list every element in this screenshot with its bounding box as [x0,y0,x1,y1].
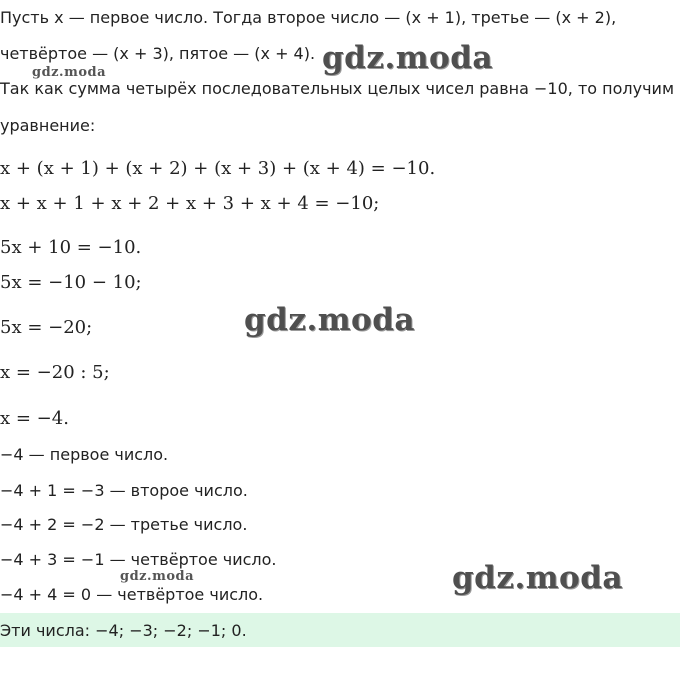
answer-text: Эти числа: −4; −3; −2; −1; 0. [0,621,247,640]
number-line-1: −4 — первое число. [0,445,169,464]
answer-box [0,613,680,647]
equation-2: x + x + 1 + x + 2 + x + 3 + x + 4 = −10; [0,193,380,214]
number-line-3: −4 + 2 = −2 — третье число. [0,515,248,534]
equation-1: x + (x + 1) + (x + 2) + (x + 3) + (x + 4) = −10. [0,158,436,179]
intro-line-2: четвёртое — (x + 3), пятое — (x + 4). [0,44,316,63]
number-line-5: −4 + 4 = 0 — четвёртое число. [0,585,264,604]
watermark-logo-small-top: gdz.moda [32,65,107,80]
equation-5: 5x = −20; [0,317,93,338]
number-line-4: −4 + 3 = −1 — четвёртое число. [0,550,277,569]
equation-3: 5x + 10 = −10. [0,237,142,258]
watermark-logo-top: gdz.moda [322,40,493,76]
intro-line-1: Пусть x — первое число. Тогда второе число — (x + 1), третье — (x + 2), [0,8,617,27]
watermark-logo-bottom: gdz.moda [452,560,623,596]
number-line-2: −4 + 1 = −3 — второе число. [0,481,248,500]
watermark-logo-small-bottom: gdz.moda [120,569,195,584]
equation-6: x = −20 : 5; [0,362,110,383]
watermark-logo-middle: gdz.moda [244,302,415,338]
condition-line-2: уравнение: [0,116,96,135]
equation-7: x = −4. [0,408,69,429]
equation-4: 5x = −10 − 10; [0,272,142,293]
condition-line-1: Так как сумма четырёх последовательных целых чисел равна −10, то получим [0,79,675,98]
